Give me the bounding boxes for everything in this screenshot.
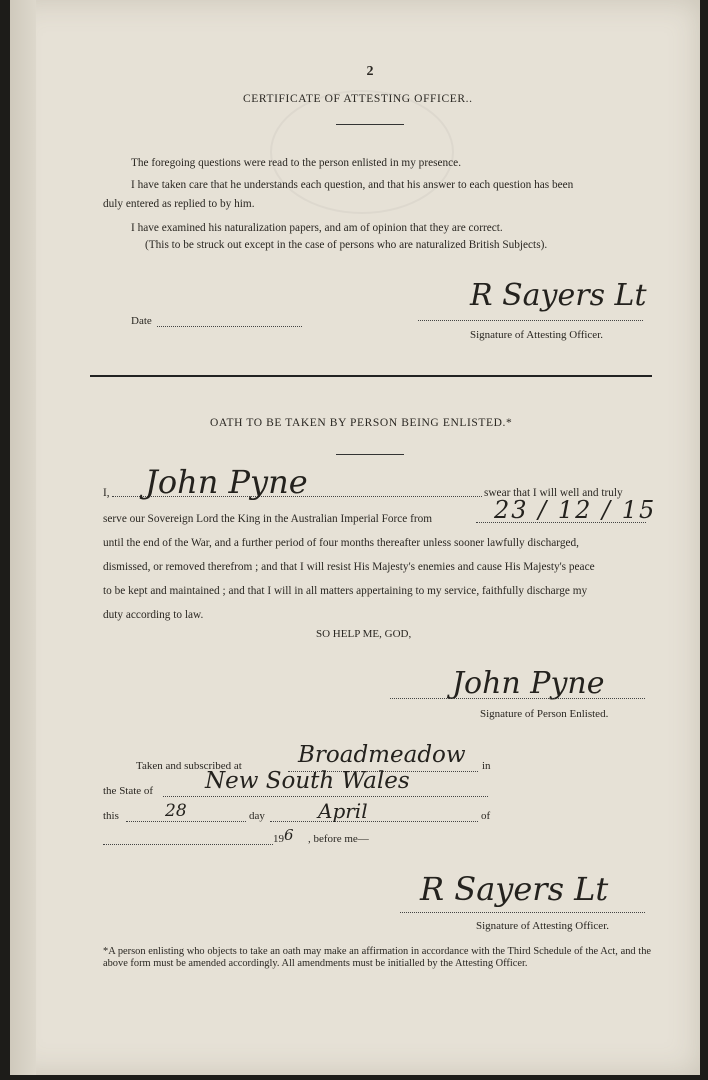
signature-line-1 [418, 320, 643, 321]
footnote: *A person enlisting who objects to take an oath may make an affirmation in accordance with the Third Schedule of the Act, and the above form must be amended accordingly. All amendments must be initialled by the Attesting Officer. [103, 946, 651, 969]
certificate-line-4: (This to be struck out except in the case of persons who are naturalized British Subjects). [145, 239, 548, 251]
place-handwritten: Broadmeadow [298, 742, 466, 768]
oath-i-label: I, [103, 487, 110, 499]
signature-line-2 [400, 912, 645, 913]
date-field-line [157, 326, 302, 327]
section-divider [90, 375, 652, 377]
certificate-line-3: I have examined his naturalization papers, and am of opinion that they are correct. [131, 222, 503, 234]
day-line [126, 821, 246, 822]
oath-line-6: duty according to law. [103, 609, 204, 621]
month-line [270, 821, 478, 822]
state-line [163, 796, 488, 797]
certificate-line-2a: I have taken care that he understands each question, and that his answer to each question has been [131, 179, 574, 191]
oath-title: OATH TO BE TAKEN BY PERSON BEING ENLISTED.* [210, 417, 513, 429]
certificate-title: CERTIFICATE OF ATTESTING OFFICER.. [243, 93, 473, 105]
enlist-date-handwritten: 23 / 12 / 15 [494, 496, 657, 524]
taken-subscribed-label: Taken and subscribed at [136, 760, 242, 772]
day-label: day [249, 810, 265, 822]
enlistee-signature-label: Signature of Person Enlisted. [480, 708, 609, 720]
attesting-officer-signature-2: R Sayers Lt [420, 870, 609, 908]
this-label: this [103, 810, 119, 822]
year-handwritten: 6 [284, 826, 294, 844]
of-label: of [481, 810, 491, 822]
month-handwritten: April [318, 799, 368, 823]
oath-line-2: serve our Sovereign Lord the King in the Australian Imperial Force from [103, 513, 433, 525]
oath-divider [336, 454, 404, 455]
so-help-me-god: SO HELP ME, GOD, [316, 628, 412, 640]
certificate-line-1: The foregoing questions were read to the person enlisted in my presence. [131, 157, 462, 169]
signature-label-2: Signature of Attesting Officer. [476, 920, 609, 932]
state-handwritten: New South Wales [205, 768, 410, 794]
page-number: 2 [366, 64, 374, 79]
day-handwritten: 28 [165, 801, 187, 821]
year-prefix-line [103, 844, 273, 845]
enlistee-signature: John Pyne [452, 666, 605, 701]
enlistee-signature-line [390, 698, 645, 699]
oath-swear-text: swear that I will well and truly [484, 487, 623, 499]
attesting-officer-signature: R Sayers Lt [470, 278, 647, 313]
faint-watermark [270, 90, 454, 214]
signature-label-1: Signature of Attesting Officer. [470, 329, 603, 341]
page-edge [10, 0, 36, 1075]
title-divider [336, 124, 404, 125]
year-suffix: 19 [273, 833, 284, 845]
oath-line-5: to be kept and maintained ; and that I will in all matters appertaining to my service, faithfully discharge my [103, 585, 588, 597]
in-label: in [482, 760, 491, 772]
oath-line-4: dismissed, or removed therefrom ; and that I will resist His Majesty's enemies and cause His Majesty's peace [103, 561, 595, 573]
before-me-label: , before me— [308, 833, 369, 845]
oath-line-3: until the end of the War, and a further period of four months thereafter unless sooner lawfully discharged, [103, 537, 579, 549]
state-label: the State of [103, 785, 154, 797]
certificate-line-2b: duly entered as replied to by him. [103, 198, 255, 210]
date-label: Date [131, 315, 152, 327]
enlistee-name-handwritten: John Pyne [145, 463, 308, 501]
